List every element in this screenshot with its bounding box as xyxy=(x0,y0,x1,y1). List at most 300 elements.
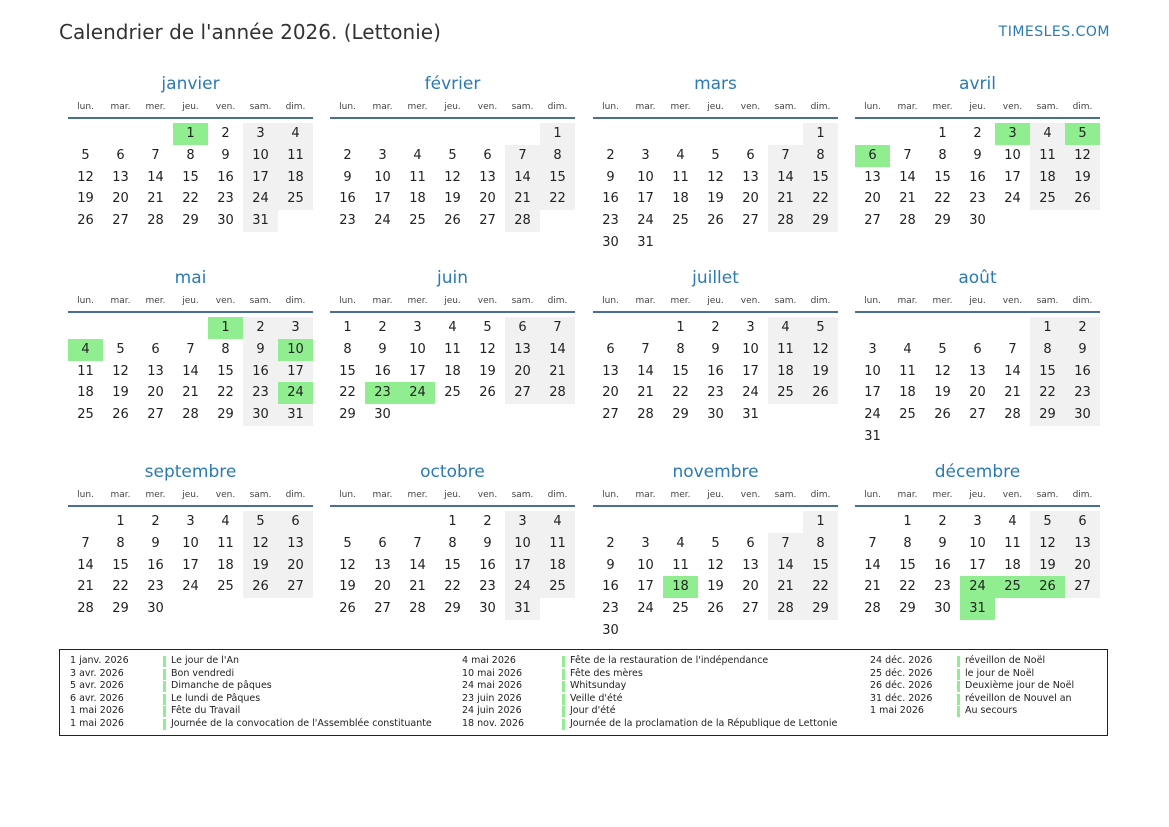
day-cell: 4 xyxy=(676,147,685,163)
day-cell: 21 xyxy=(864,579,881,595)
day-cell: 27 xyxy=(742,601,759,617)
day-cell: 22 xyxy=(217,385,234,401)
holiday-name: Journée de la convocation de l'Assemblée constituante xyxy=(171,717,432,729)
day-cell: 1 xyxy=(448,514,457,529)
day-cell: 26 xyxy=(707,213,724,229)
month-name: janvier xyxy=(161,74,220,94)
day-cell: 18 xyxy=(217,557,234,573)
day-cell: 6 xyxy=(483,147,492,163)
day-cell: 7 xyxy=(868,535,877,551)
day-cell: 22 xyxy=(540,188,575,210)
day-cell: 28 xyxy=(147,213,164,229)
day-cell: 6 xyxy=(378,535,387,551)
day-cell: 28 xyxy=(768,210,803,232)
day-cell: 13 xyxy=(742,557,759,573)
day-cell: 8 xyxy=(803,145,838,167)
holiday-marker xyxy=(957,669,960,680)
weekday-label: dim. xyxy=(285,490,306,500)
day-cell: 29 xyxy=(803,598,838,620)
holiday-day-cell: 26 xyxy=(1030,576,1065,598)
weekday-label: sam. xyxy=(249,490,272,500)
day-cell: 13 xyxy=(505,339,540,361)
holiday-name: Whitsunday xyxy=(570,680,627,692)
weekday-label: lun. xyxy=(864,296,881,306)
day-cell: 8 xyxy=(221,341,230,357)
weekday-label: jeu. xyxy=(969,490,986,500)
day-cell: 12 xyxy=(479,341,496,357)
day-cell: 29 xyxy=(899,601,916,617)
weekday-label: jeu. xyxy=(444,490,461,500)
holiday-day-cell: 1 xyxy=(173,123,208,145)
holiday-day-cell: 1 xyxy=(208,317,243,339)
day-cell: 4 xyxy=(448,320,457,335)
day-cell: 6 xyxy=(606,341,615,357)
day-cell: 11 xyxy=(1030,145,1065,167)
holiday-name: Bon vendredi xyxy=(171,667,235,679)
day-cell: 11 xyxy=(77,363,94,379)
day-cell: 12 xyxy=(444,169,461,185)
day-cell: 22 xyxy=(339,385,356,401)
weekday-label: mar. xyxy=(372,490,393,500)
weekday-label: lun. xyxy=(602,490,619,500)
holiday-day-cell: 10 xyxy=(278,339,313,361)
day-cell: 5 xyxy=(803,317,838,339)
day-cell: 27 xyxy=(112,213,129,229)
day-cell: 29 xyxy=(339,407,356,423)
holiday-row xyxy=(60,718,1107,731)
day-cell: 2 xyxy=(938,514,947,529)
day-cell: 9 xyxy=(1065,339,1100,361)
day-cell: 4 xyxy=(221,514,230,529)
day-cell: 6 xyxy=(278,511,313,533)
day-cell: 1 xyxy=(116,514,125,529)
day-cell: 21 xyxy=(899,191,916,207)
day-cell: 23 xyxy=(934,579,951,595)
weekday-label: lun. xyxy=(339,490,356,500)
day-cell: 7 xyxy=(641,341,650,357)
day-cell: 2 xyxy=(151,514,160,529)
header-divider xyxy=(68,117,313,119)
day-cell: 3 xyxy=(973,514,982,529)
day-cell: 18 xyxy=(768,361,803,383)
day-cell: 3 xyxy=(868,341,877,357)
holiday-date: 1 mai 2026 xyxy=(70,705,124,717)
day-cell: 21 xyxy=(77,579,94,595)
day-cell: 21 xyxy=(540,361,575,383)
day-cell: 19 xyxy=(243,555,278,577)
weekday-label: ven. xyxy=(477,490,498,500)
day-cell: 15 xyxy=(217,363,234,379)
day-cell: 20 xyxy=(742,579,759,595)
day-cell: 6 xyxy=(151,341,160,357)
weekday-label: sam. xyxy=(249,296,272,306)
weekday-label: mar. xyxy=(635,490,656,500)
holiday-day-cell: 3 xyxy=(995,123,1030,145)
holiday-day-cell: 18 xyxy=(663,576,698,598)
day-cell: 24 xyxy=(742,385,759,401)
day-cell: 19 xyxy=(112,385,129,401)
day-cell: 12 xyxy=(112,363,129,379)
day-cell: 10 xyxy=(864,363,881,379)
weekday-label: ven. xyxy=(215,490,236,500)
day-cell: 11 xyxy=(768,339,803,361)
day-cell: 12 xyxy=(1030,533,1065,555)
weekday-label: jeu. xyxy=(444,102,461,112)
day-cell: 16 xyxy=(147,557,164,573)
day-cell: 7 xyxy=(81,535,90,551)
weekday-label: ven. xyxy=(477,296,498,306)
holiday-day-cell: 24 xyxy=(400,382,435,404)
day-cell: 18 xyxy=(1030,167,1065,189)
holiday-name: Veille d'été xyxy=(570,692,623,704)
day-cell: 3 xyxy=(378,147,387,163)
day-cell: 8 xyxy=(903,535,912,551)
day-cell: 16 xyxy=(479,557,496,573)
holiday-date: 24 juin 2026 xyxy=(462,705,522,717)
day-cell: 19 xyxy=(1030,555,1065,577)
day-cell: 9 xyxy=(378,341,387,357)
day-cell: 21 xyxy=(182,385,199,401)
day-cell: 17 xyxy=(742,363,759,379)
day-cell: 13 xyxy=(602,363,619,379)
weekday-label: lun. xyxy=(339,296,356,306)
day-cell: 23 xyxy=(243,382,278,404)
weekday-label: mar. xyxy=(897,296,918,306)
day-cell: 9 xyxy=(343,169,352,185)
day-cell: 20 xyxy=(147,385,164,401)
holiday-row xyxy=(60,655,1107,668)
holiday-name: le jour de Noël xyxy=(965,667,1035,679)
holiday-marker xyxy=(957,706,960,717)
weekday-label: mar. xyxy=(110,296,131,306)
weekday-label: dim. xyxy=(1072,102,1093,112)
day-cell: 12 xyxy=(803,339,838,361)
day-cell: 18 xyxy=(409,191,426,207)
day-cell: 29 xyxy=(672,407,689,423)
day-cell: 5 xyxy=(343,535,352,551)
day-cell: 17 xyxy=(243,167,278,189)
day-cell: 28 xyxy=(182,407,199,423)
header-divider xyxy=(855,505,1100,507)
day-cell: 20 xyxy=(278,555,313,577)
weekday-label: sam. xyxy=(511,490,534,500)
day-cell: 24 xyxy=(637,213,654,229)
holiday-day-cell: 4 xyxy=(68,339,103,361)
day-cell: 1 xyxy=(676,320,685,335)
day-cell: 14 xyxy=(1004,363,1021,379)
day-cell: 8 xyxy=(803,533,838,555)
day-cell: 4 xyxy=(413,147,422,163)
day-cell: 19 xyxy=(1065,167,1100,189)
day-cell: 25 xyxy=(672,601,689,617)
day-cell: 13 xyxy=(112,169,129,185)
day-cell: 29 xyxy=(1030,404,1065,426)
day-cell: 3 xyxy=(243,123,278,145)
holiday-date: 5 avr. 2026 xyxy=(70,680,124,692)
day-cell: 7 xyxy=(768,145,803,167)
day-cell: 8 xyxy=(938,147,947,163)
day-cell: 21 xyxy=(505,188,540,210)
day-cell: 19 xyxy=(77,191,94,207)
day-cell: 22 xyxy=(182,191,199,207)
month-name: février xyxy=(424,74,481,94)
day-cell: 23 xyxy=(969,191,986,207)
day-cell: 3 xyxy=(186,514,195,529)
day-cell: 13 xyxy=(864,169,881,185)
weekday-label: jeu. xyxy=(707,296,724,306)
weekday-label: mar. xyxy=(372,102,393,112)
day-cell: 16 xyxy=(934,557,951,573)
day-cell: 13 xyxy=(969,363,986,379)
day-cell: 2 xyxy=(973,126,982,141)
header-divider xyxy=(593,311,838,313)
weekday-label: mer. xyxy=(670,102,691,112)
holiday-name: Le lundi de Pâques xyxy=(171,692,261,704)
day-cell: 13 xyxy=(1065,533,1100,555)
day-cell: 28 xyxy=(637,407,654,423)
weekday-label: jeu. xyxy=(444,296,461,306)
day-cell: 27 xyxy=(374,601,391,617)
day-cell: 27 xyxy=(505,382,540,404)
day-cell: 15 xyxy=(182,169,199,185)
weekday-label: mer. xyxy=(932,296,953,306)
holiday-name: Au secours xyxy=(965,705,1018,717)
day-cell: 28 xyxy=(409,601,426,617)
day-cell: 11 xyxy=(444,341,461,357)
day-cell: 9 xyxy=(151,535,160,551)
day-cell: 22 xyxy=(899,579,916,595)
holiday-date: 4 mai 2026 xyxy=(462,655,516,666)
day-cell: 20 xyxy=(864,191,881,207)
holiday-name: Dimanche de pâques xyxy=(171,680,272,692)
day-cell: 17 xyxy=(864,385,881,401)
day-cell: 14 xyxy=(505,167,540,189)
day-cell: 11 xyxy=(217,535,234,551)
month-name: août xyxy=(958,268,997,288)
day-cell: 7 xyxy=(540,317,575,339)
day-cell: 28 xyxy=(505,210,540,232)
weekday-label: ven. xyxy=(1002,102,1023,112)
day-cell: 24 xyxy=(182,579,199,595)
holiday-marker xyxy=(562,719,565,730)
holiday-row xyxy=(60,680,1107,693)
weekday-label: jeu. xyxy=(707,102,724,112)
day-cell: 25 xyxy=(899,407,916,423)
weekday-label: dim. xyxy=(810,102,831,112)
day-cell: 14 xyxy=(409,557,426,573)
weekday-label: mar. xyxy=(897,102,918,112)
day-cell: 24 xyxy=(505,576,540,598)
header-divider xyxy=(593,117,838,119)
day-cell: 2 xyxy=(483,514,492,529)
day-cell: 14 xyxy=(899,169,916,185)
weekday-label: sam. xyxy=(511,102,534,112)
day-cell: 1 xyxy=(803,123,838,145)
day-cell: 23 xyxy=(479,579,496,595)
day-cell: 8 xyxy=(116,535,125,551)
day-cell: 30 xyxy=(243,404,278,426)
day-cell: 21 xyxy=(768,576,803,598)
day-cell: 14 xyxy=(147,169,164,185)
month-name: mars xyxy=(694,74,737,94)
day-cell: 4 xyxy=(278,123,313,145)
day-cell: 5 xyxy=(1030,511,1065,533)
month-name: octobre xyxy=(420,462,485,482)
weekday-label: ven. xyxy=(740,490,761,500)
weekday-label: lun. xyxy=(77,490,94,500)
day-cell: 7 xyxy=(1008,341,1017,357)
weekday-label: lun. xyxy=(602,296,619,306)
day-cell: 26 xyxy=(444,213,461,229)
weekday-label: jeu. xyxy=(182,490,199,500)
holiday-date: 10 mai 2026 xyxy=(462,667,523,679)
weekday-label: sam. xyxy=(774,490,797,500)
day-cell: 18 xyxy=(1004,557,1021,573)
holiday-day-cell: 6 xyxy=(855,145,890,167)
day-cell: 27 xyxy=(742,213,759,229)
holiday-date: 1 mai 2026 xyxy=(870,705,924,717)
day-cell: 6 xyxy=(116,147,125,163)
day-cell: 23 xyxy=(217,191,234,207)
day-cell: 14 xyxy=(768,555,803,577)
day-cell: 18 xyxy=(540,555,575,577)
month-name: juin xyxy=(437,268,468,288)
holiday-date: 31 déc. 2026 xyxy=(870,692,933,704)
day-cell: 6 xyxy=(505,317,540,339)
weekday-label: mer. xyxy=(145,490,166,500)
day-cell: 26 xyxy=(1065,188,1100,210)
holiday-date: 1 janv. 2026 xyxy=(70,655,129,666)
day-cell: 4 xyxy=(768,317,803,339)
day-cell: 8 xyxy=(343,341,352,357)
holiday-row xyxy=(60,693,1107,706)
day-cell: 9 xyxy=(243,339,278,361)
day-cell: 16 xyxy=(374,363,391,379)
day-cell: 7 xyxy=(413,535,422,551)
day-cell: 2 xyxy=(606,147,615,163)
weekday-label: ven. xyxy=(1002,296,1023,306)
day-cell: 20 xyxy=(1065,555,1100,577)
day-cell: 26 xyxy=(707,601,724,617)
day-cell: 22 xyxy=(1030,382,1065,404)
day-cell: 24 xyxy=(374,213,391,229)
weekday-label: jeu. xyxy=(969,102,986,112)
day-cell: 29 xyxy=(934,213,951,229)
day-cell: 29 xyxy=(444,601,461,617)
day-cell: 31 xyxy=(243,210,278,232)
header-divider xyxy=(68,505,313,507)
day-cell: 10 xyxy=(1004,147,1021,163)
day-cell: 19 xyxy=(339,579,356,595)
day-cell: 16 xyxy=(217,169,234,185)
weekday-label: mer. xyxy=(932,490,953,500)
weekday-label: mer. xyxy=(145,102,166,112)
header-divider xyxy=(330,117,575,119)
weekday-label: mer. xyxy=(407,102,428,112)
holiday-name: réveillon de Noël xyxy=(965,655,1046,666)
day-cell: 9 xyxy=(938,535,947,551)
day-cell: 15 xyxy=(444,557,461,573)
month-name: juillet xyxy=(692,268,739,288)
weekday-label: lun. xyxy=(77,102,94,112)
day-cell: 4 xyxy=(1008,514,1017,529)
day-cell: 17 xyxy=(409,363,426,379)
day-cell: 26 xyxy=(77,213,94,229)
day-cell: 23 xyxy=(339,213,356,229)
day-cell: 24 xyxy=(1004,191,1021,207)
day-cell: 11 xyxy=(540,533,575,555)
day-cell: 16 xyxy=(1065,361,1100,383)
day-cell: 31 xyxy=(505,598,540,620)
day-cell: 1 xyxy=(938,126,947,141)
day-cell: 5 xyxy=(483,320,492,335)
header-divider xyxy=(330,505,575,507)
day-cell: 12 xyxy=(934,363,951,379)
day-cell: 20 xyxy=(112,191,129,207)
day-cell: 1 xyxy=(903,514,912,529)
day-cell: 10 xyxy=(182,535,199,551)
day-cell: 11 xyxy=(278,145,313,167)
day-cell: 3 xyxy=(746,320,755,335)
day-cell: 10 xyxy=(742,341,759,357)
day-cell: 7 xyxy=(903,147,912,163)
day-cell: 7 xyxy=(151,147,160,163)
holiday-day-cell: 23 xyxy=(365,382,400,404)
day-cell: 30 xyxy=(934,601,951,617)
day-cell: 15 xyxy=(112,557,129,573)
day-cell: 10 xyxy=(969,535,986,551)
day-cell: 7 xyxy=(768,533,803,555)
day-cell: 17 xyxy=(278,361,313,383)
holiday-name: Jour d'été xyxy=(570,705,616,717)
day-cell: 19 xyxy=(803,361,838,383)
day-cell: 15 xyxy=(540,167,575,189)
holiday-date: 18 nov. 2026 xyxy=(462,717,525,729)
day-cell: 17 xyxy=(637,191,654,207)
holiday-day-cell: 31 xyxy=(960,598,995,620)
day-cell: 16 xyxy=(339,191,356,207)
day-cell: 26 xyxy=(339,601,356,617)
holiday-date: 23 juin 2026 xyxy=(462,692,522,704)
day-cell: 25 xyxy=(409,213,426,229)
day-cell: 24 xyxy=(864,407,881,423)
day-cell: 22 xyxy=(803,188,838,210)
holiday-name: réveillon de Nouvel an xyxy=(965,692,1072,704)
weekday-label: dim. xyxy=(1072,296,1093,306)
day-cell: 28 xyxy=(899,213,916,229)
day-cell: 17 xyxy=(374,191,391,207)
day-cell: 30 xyxy=(602,623,619,638)
holiday-day-cell: 24 xyxy=(278,382,313,404)
day-cell: 30 xyxy=(374,407,391,423)
weekday-label: ven. xyxy=(740,296,761,306)
day-cell: 15 xyxy=(672,363,689,379)
day-cell: 17 xyxy=(505,555,540,577)
site-link[interactable]: TIMESLES.COM xyxy=(998,24,1110,40)
day-cell: 12 xyxy=(339,557,356,573)
holiday-row xyxy=(60,668,1107,681)
day-cell: 5 xyxy=(448,147,457,163)
weekday-label: dim. xyxy=(1072,490,1093,500)
holiday-name: Fête du Travail xyxy=(171,705,241,717)
day-cell: 14 xyxy=(637,363,654,379)
weekday-label: ven. xyxy=(215,102,236,112)
day-cell: 4 xyxy=(676,535,685,551)
day-cell: 8 xyxy=(676,341,685,357)
day-cell: 15 xyxy=(934,169,951,185)
day-cell: 18 xyxy=(278,167,313,189)
weekday-label: ven. xyxy=(215,296,236,306)
